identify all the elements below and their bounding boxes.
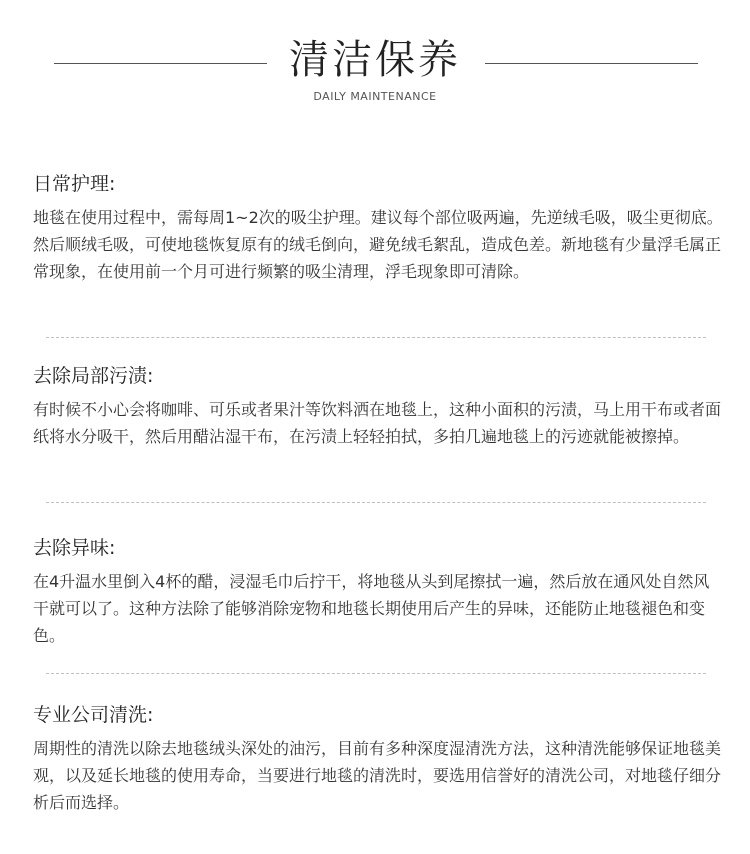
page-title: 清洁保养 [289,37,461,83]
section-divider [46,502,706,503]
section-stain-removal [33,362,723,450]
section-heading: 日常护理: [33,173,116,195]
section-heading: 专业公司清洗: [33,704,154,726]
section-body: 有时候不小心会将咖啡、可乐或者果汁等饮料洒在地毯上，这种小面积的污渍，马上用干布或者面纸将水分吸干，然后用醋沾湿干布，在污渍上轻轻拍拭，多拍几遍地毯上的污迹就能被擦掉。 [33,400,722,446]
section-heading: 去除异味: [33,537,116,559]
section-divider [46,337,706,338]
section-body: 周期性的清洗以除去地毯绒头深处的油污，目前有多种深度湿清洗方法，这种清洗能够保证地毯美观，以及延长地毯的使用寿命，当要进行地毯的清洗时，要选用信誉好的清洗公司，对地毯仔细分析后而选择。 [33,739,722,812]
section-divider [46,673,706,674]
section-daily-care [33,170,723,285]
page-subtitle: DAILY MAINTENANCE [313,90,437,103]
section-body: 在4升温水里倒入4杯的醋，浸湿毛巾后拧干，将地毯从头到尾擦拭一遍，然后放在通风处自然风干就可以了。这种方法除了能够消除宠物和地毯长期使用后产生的异味，还能防止地毯褪色和变色。 [33,572,710,645]
header-rule-right [485,63,698,64]
section-heading: 去除局部污渍: [33,365,154,387]
section-professional-cleaning [33,701,723,816]
page-header [0,0,750,120]
section-body: 地毯在使用过程中，需每周1~2次的吸尘护理。建议每个部位吸两遍，先逆绒毛吸，吸尘更彻底。然后顺绒毛吸，可使地毯恢复原有的绒毛倒向，避免绒毛絮乱，造成色差。新地毯有少量浮毛属正常现象，在使用前一个月可进行频繁的吸尘清理，浮毛现象即可清除。 [33,208,723,281]
section-odor-removal [33,534,723,649]
